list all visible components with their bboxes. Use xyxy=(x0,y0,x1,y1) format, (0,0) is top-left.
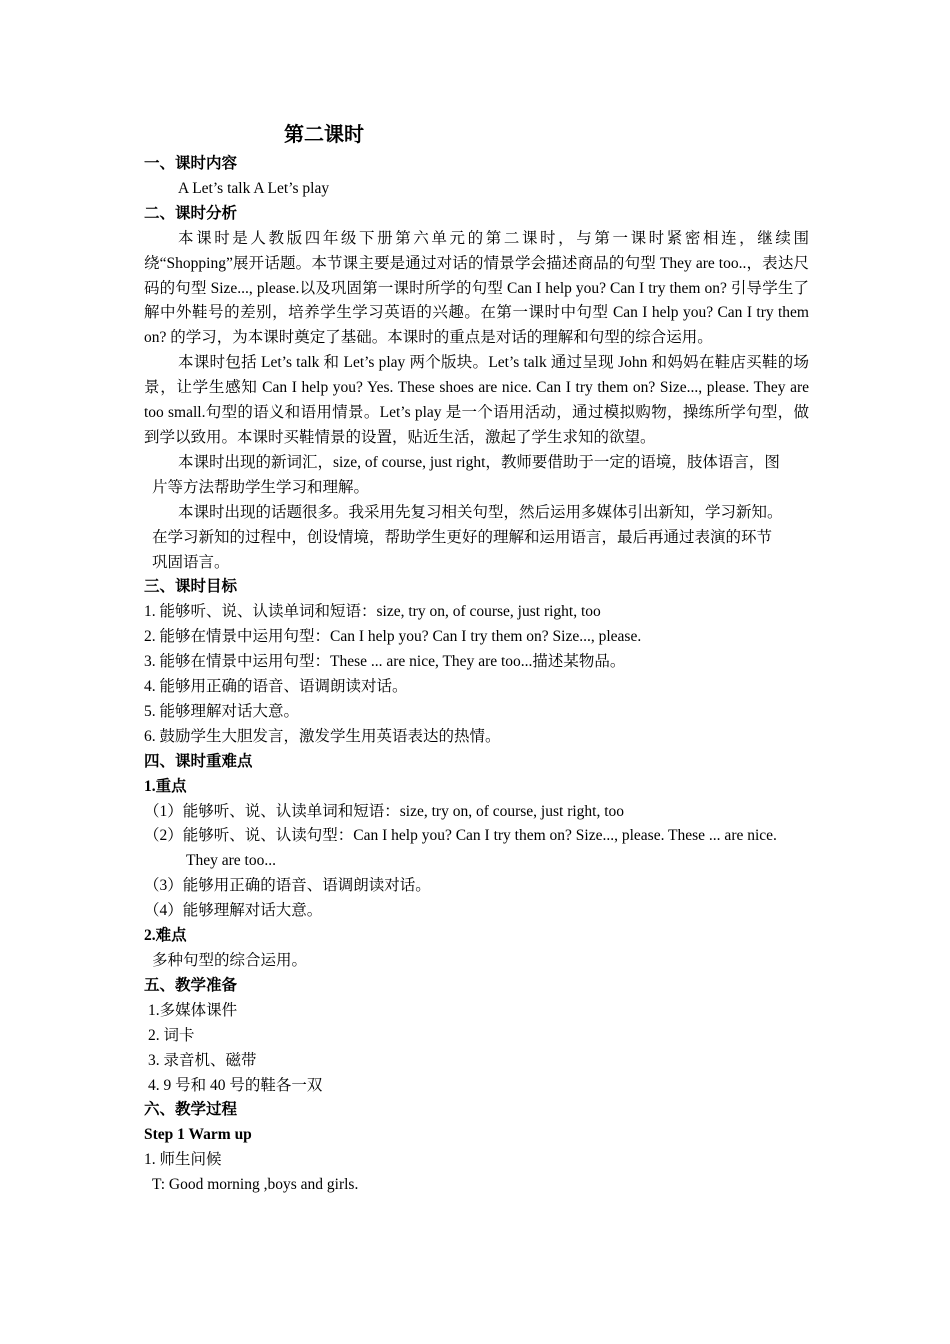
key-point-item: （2）能够听、说、认读句型：Can I help you? Can I try them on? Size..., please. These ... are nice. They are too... xyxy=(144,827,777,870)
lesson-content-text: A Let’s talk A Let’s play xyxy=(178,179,330,197)
section-heading-analysis: 二、课时分析 xyxy=(144,204,238,222)
preparation-item: 4. 9 号和 40 号的鞋各一双 xyxy=(148,1076,323,1094)
analysis-paragraph-4-line-3: 巩固语言。 xyxy=(152,553,230,571)
key-point-item: （4）能够理解对话大意。 xyxy=(144,902,323,920)
preparation-item: 1.多媒体课件 xyxy=(148,1001,238,1019)
page-title: 第二课时 xyxy=(284,124,364,146)
dialog-line: T: Good morning ,boys and girls. xyxy=(152,1176,359,1194)
key-point-item: （1）能够听、说、认读单词和短语：size, try on, of course, just right, too xyxy=(144,802,625,820)
analysis-paragraph-1: 本课时是人教版四年级下册第六单元的第二课时，与第一课时紧密相连，继续围绕“Shopping”展开话题。本节课主要是通过对话的情景学会描述商品的句型 They are too..，表达尺码的句型 Size..., please.以及巩固第一课时所学的句型 Can I help you? Can I try them on? 引导学生了解中外鞋号的差别，培养学生学习英语的兴趣。在第一课时中句型 Can I help you? Can I try them on? 的学习，为本课时奠定了基础。本课时的重点是对话的理解和句型的综合运用。 xyxy=(144,229,809,347)
objective-item: 6. 鼓励学生大胆发言，激发学生用英语表达的热情。 xyxy=(144,727,501,745)
analysis-paragraph-3-line-2: 片等方法帮助学生学习和理解。 xyxy=(152,478,370,496)
objective-item: 4. 能够用正确的语音、语调朗读对话。 xyxy=(144,678,408,696)
section-heading-procedure: 六、教学过程 xyxy=(144,1101,238,1119)
objective-item: 5. 能够理解对话大意。 xyxy=(144,702,300,720)
difficulty-content: 多种句型的综合运用。 xyxy=(152,952,308,969)
objective-item: 3. 能够在情景中运用句型：These ... are nice, They are too...描述某物品。 xyxy=(144,653,626,671)
preparation-item: 3. 录音机、磁带 xyxy=(148,1051,257,1069)
step-heading: Step 1 Warm up xyxy=(144,1126,252,1144)
analysis-paragraph-2: 本课时包括 Let’s talk 和 Let’s play 两个版块。Let’s talk 通过呈现 John 和妈妈在鞋店买鞋的场景，让学生感知 Can I help you? Yes. These shoes are nice. Can I try them on? Size..., please. They are too small.句型的语义和语用情景。Let’s play 是一个语用活动，通过模拟购物，操练所学句型，做到学以致用。本课时买鞋情景的设置，贴近生活，激起了学生求知的欲望。 xyxy=(144,354,809,446)
procedure-item: 1. 师生问候 xyxy=(144,1151,222,1169)
analysis-paragraph-4-line-1: 本课时出现的话题很多。我采用先复习相关句型，然后运用多媒体引出新知，学习新知。 xyxy=(178,503,783,521)
document-page xyxy=(144,120,809,1198)
objective-item: 2. 能够在情景中运用句型：Can I help you? Can I try them on? Size..., please. xyxy=(144,628,642,646)
key-point-item: （3）能够用正确的语音、语调朗读对话。 xyxy=(144,877,431,895)
difficulty-subheading: 2.难点 xyxy=(144,927,187,945)
preparation-item: 2. 词卡 xyxy=(148,1026,195,1044)
section-heading-objectives: 三、课时目标 xyxy=(144,578,238,596)
key-points-subheading: 1.重点 xyxy=(144,777,187,795)
section-heading-content: 一、课时内容 xyxy=(144,155,238,172)
analysis-paragraph-4-line-2: 在学习新知的过程中，创设情境，帮助学生更好的理解和运用语言，最后再通过表演的环节 xyxy=(152,528,773,546)
analysis-paragraph-3-line-1: 本课时出现的新词汇，size, of course, just right，教师要借助于一定的语境，肢体语言，图 xyxy=(178,453,780,471)
objective-item: 1. 能够听、说、认读单词和短语：size, try on, of course, just right, too xyxy=(144,603,601,621)
section-heading-preparation: 五、教学准备 xyxy=(144,976,238,994)
section-heading-key-points: 四、课时重难点 xyxy=(144,752,253,770)
